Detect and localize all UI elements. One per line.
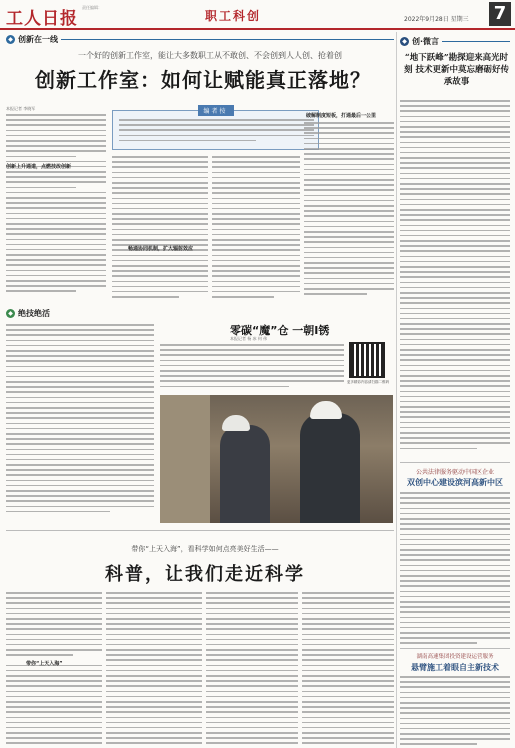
article-byline: 本报记者 李晓军	[6, 106, 36, 111]
photo-article-title: 零碳“魔”仓 一朝Ⅰ锈	[230, 324, 330, 337]
right-story2-text	[400, 676, 510, 748]
subhead-1: 创新上升通道，点燃技改创新	[6, 164, 72, 170]
editor-note-badge: 编者按	[197, 105, 233, 116]
qr-code[interactable]	[349, 342, 385, 378]
article-kicker: 一个好的创新工作室，能让大多数职工从不敢创、不会创到人人创、抢着创	[78, 51, 342, 60]
bottom-column-2	[106, 592, 202, 748]
qr-code-label: 更多精彩内容请扫描二维码	[347, 380, 389, 384]
editor-note-text	[119, 119, 314, 149]
right-column-tag	[400, 36, 510, 47]
bottom-subhead: 带你“上天入海”	[26, 661, 63, 667]
article-column-3	[212, 156, 300, 306]
right-story1-headline: 双创中心建设滨河高新中区	[407, 478, 503, 487]
subhead-3: 破解制度短板，打通最后一公里	[306, 113, 377, 119]
workers-photo	[160, 395, 393, 523]
right-lead-text	[400, 100, 510, 460]
column-tag-label: 创新在一线	[18, 35, 58, 44]
photo-article-text	[6, 324, 154, 524]
photo-section-tag-icon: ◆	[6, 309, 15, 318]
editor-hint: 责任编辑：	[82, 5, 102, 10]
right-story1-text	[400, 492, 510, 647]
article-column-4	[304, 122, 394, 306]
column-tag	[6, 34, 394, 45]
subhead-2: 畅通协同机制，扩大辐射效应	[128, 246, 194, 252]
right-column-tag-rule	[442, 41, 510, 42]
right-divider-1	[400, 462, 510, 463]
right-story2-kicker: 湖南高速集团投资建设运营服务	[416, 654, 494, 660]
bottom-article-headline: 科普，让我们走近科学	[105, 564, 305, 585]
section-divider	[6, 530, 394, 531]
newspaper-logo: 工人日报	[6, 9, 78, 29]
photo-article-byline: 本报记者 杨 冰 何 伟	[230, 336, 268, 341]
bottom-column-1	[6, 592, 102, 748]
bottom-article-kicker: 带你“上天入海”，看科学如何点亮美好生活——	[131, 545, 279, 553]
photo-article-intro	[160, 344, 344, 390]
right-story1-kicker: 公共法律服务驱动中国区企业	[415, 469, 494, 476]
editor-note-box	[112, 110, 319, 150]
article-column-1	[6, 114, 106, 304]
right-column-tag-label: 创·微言	[412, 37, 440, 46]
column-tag-rule	[61, 39, 394, 40]
photo-section-tag	[6, 308, 126, 319]
section-title: 职工科创	[205, 9, 262, 23]
article-column-2	[112, 156, 208, 306]
column-tag-icon: ◆	[6, 35, 15, 44]
right-story2-headline: 悬臂施工着眼自主新技术	[411, 663, 499, 672]
right-column-tag-icon: ◆	[400, 37, 409, 46]
bottom-column-4	[302, 592, 394, 748]
right-lead-headline: “地下跃峰”勘探迎来高光时刻 技术更新中莫忘磨砺好传承故事	[404, 53, 509, 87]
article-headline: 创新工作室：如何让赋能真正落地？	[35, 68, 371, 92]
bottom-column-3	[206, 592, 298, 748]
photo-section-tag-label: 绝技绝活	[18, 309, 50, 318]
issue-date: 2022年9月28日 星期三	[404, 16, 469, 23]
right-divider-2	[400, 648, 510, 649]
masthead	[0, 0, 515, 30]
page-number: 7	[489, 2, 511, 26]
